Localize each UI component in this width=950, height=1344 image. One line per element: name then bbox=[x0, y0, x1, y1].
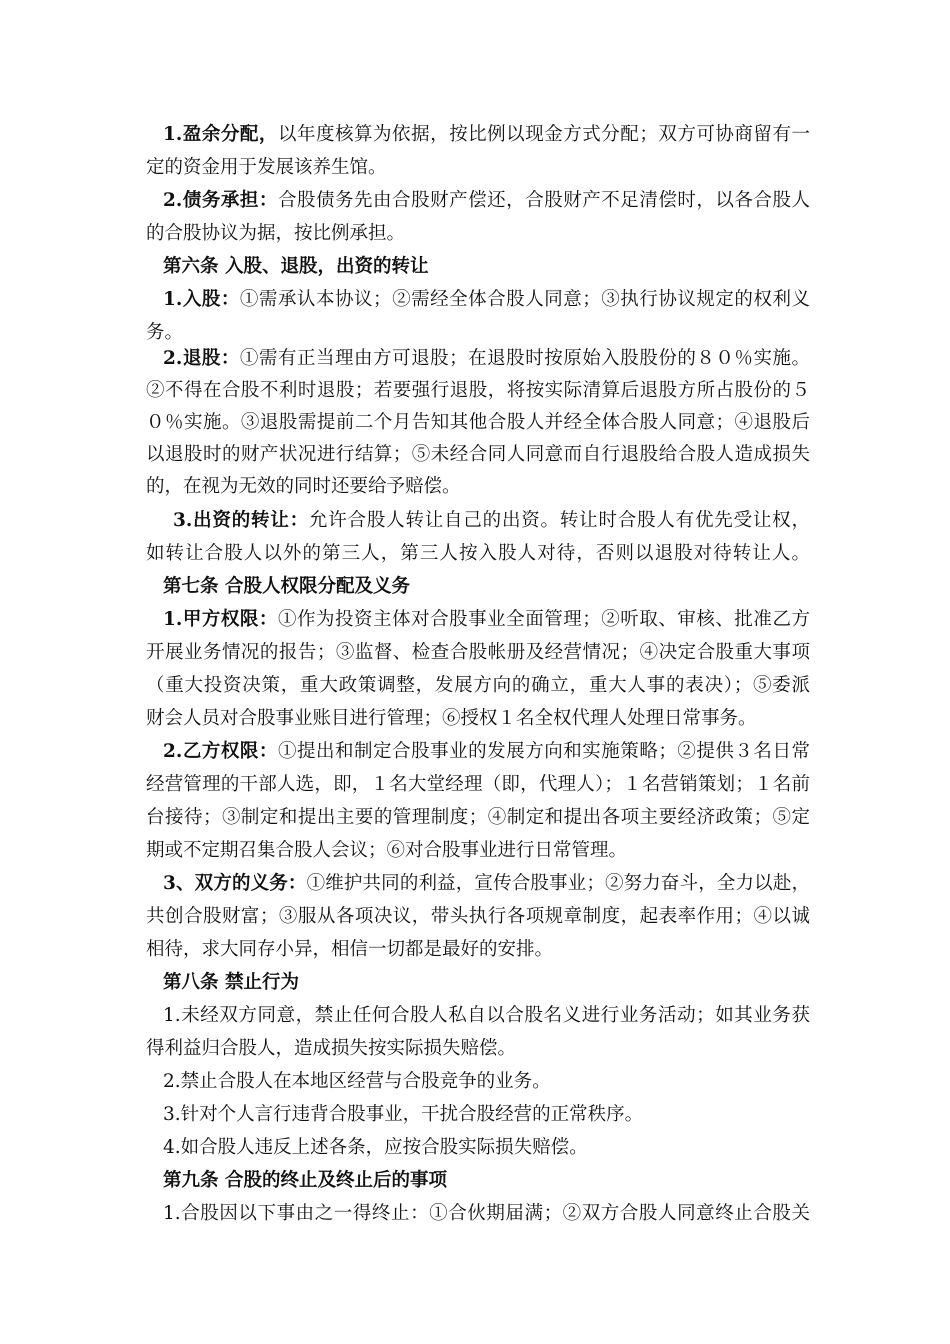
heading-text: 第八条 禁止行为 bbox=[163, 972, 299, 993]
text-line bbox=[146, 835, 810, 867]
text-line bbox=[146, 407, 810, 439]
body-text: ①提出和制定合股事业的发展方向和实施策略；②提供３名日常 bbox=[277, 741, 810, 762]
body-text: （重大投资决策，重大政策调整，发展方向的确立，重大人事的表决）；⑤委派 bbox=[146, 675, 810, 696]
body-text: 允许合股人转让自己的出资。转让时合股人有优先受让权， bbox=[308, 510, 810, 531]
body-text: 相待，求大同存小异，相信一切都是最好的安排。 bbox=[146, 939, 554, 960]
clause-1-join-line bbox=[163, 284, 810, 316]
bold-lead: 3.出资的转让： bbox=[173, 510, 309, 531]
body-text: 如转让合股人以外的第三人，第三人按入股人对待，否则以退股对待转让人。 bbox=[146, 543, 810, 564]
body-text: ０％实施。③退股需提前二个月告知其他合股人并经全体合股人同意；④退股后 bbox=[146, 412, 810, 433]
text-line bbox=[163, 1066, 827, 1098]
text-line bbox=[146, 802, 810, 834]
text-line bbox=[163, 1198, 810, 1230]
body-text: 得利益归合股人，造成损失按实际损失赔偿。 bbox=[146, 1038, 517, 1059]
body-text: 共创合股财富；③服从各项决议，带头执行各项规章制度，起表率作用；④以诚 bbox=[146, 906, 810, 927]
body-text: 1.未经双方同意，禁止任何合股人私自以合股名义进行业务活动；如其业务获 bbox=[163, 1005, 810, 1026]
bold-lead: 2.退股： bbox=[163, 348, 240, 369]
heading-text: 第六条 入股、退股，出资的转让 bbox=[163, 256, 429, 277]
article-7-heading bbox=[163, 571, 827, 603]
body-text: 经营管理的干部人选，即，１名大堂经理（即，代理人）；１名营销策划；１名前 bbox=[146, 774, 810, 795]
body-text: ①维护共同的利益，宣传合股事业；②努力奋斗，全力以赴， bbox=[306, 873, 810, 894]
text-line bbox=[146, 934, 810, 966]
body-text: 期或不定期召集合股人会议；⑥对合股事业进行日常管理。 bbox=[146, 840, 628, 861]
bold-lead: 1.入股： bbox=[163, 289, 240, 310]
text-line bbox=[146, 471, 810, 503]
body-text: 的，在视为无效的同时还要给予赔偿。 bbox=[146, 476, 461, 497]
body-text: ①需有正当理由方可退股；在退股时按原始入股股份的８０％实施。 bbox=[239, 348, 810, 369]
clause-2-debt-line bbox=[163, 185, 810, 217]
bold-lead: 1.盈余分配， bbox=[163, 124, 278, 145]
text-line bbox=[146, 901, 810, 933]
article-6-heading bbox=[163, 251, 827, 283]
text-line bbox=[146, 703, 810, 735]
body-text: 的合股协议为据，按比例承担。 bbox=[146, 223, 406, 244]
clause-2-withdraw-line bbox=[163, 343, 810, 375]
body-text: 开展业务情况的报告；③监督、检查合股帐册及经营情况；④决定合股重大事项 bbox=[146, 642, 810, 663]
body-text: 3.针对个人言行违背合股事业，干扰合股经营的正常秩序。 bbox=[163, 1104, 644, 1125]
article-9-heading bbox=[163, 1165, 827, 1197]
body-text: 2.禁止合股人在本地区经营与合股竞争的业务。 bbox=[163, 1071, 551, 1092]
text-line bbox=[146, 538, 810, 570]
body-text: ①作为投资主体对合股事业全面管理；②听取、审核、批准乙方 bbox=[277, 609, 810, 630]
clause-2-party-b-line bbox=[163, 736, 810, 768]
clause-1-party-a-line bbox=[163, 604, 810, 636]
clause-3-obligations-line bbox=[163, 868, 810, 900]
bold-lead: 1.甲方权限： bbox=[163, 609, 278, 630]
body-text: 4.如合股人违反上述各条，应按合股实际损失赔偿。 bbox=[163, 1137, 588, 1158]
text-line bbox=[146, 152, 810, 184]
text-line bbox=[146, 218, 810, 250]
body-text: 务。 bbox=[146, 322, 184, 343]
bold-lead: 3、双方的义务： bbox=[163, 873, 307, 894]
body-text: 定的资金用于发展该养生馆。 bbox=[146, 157, 387, 178]
body-text: 以年度核算为依据，按比例以现金方式分配；双方可协商留有一 bbox=[277, 124, 810, 145]
text-line bbox=[146, 637, 810, 669]
text-line bbox=[163, 1132, 827, 1164]
bold-lead: 2.债务承担： bbox=[163, 190, 278, 211]
text-line bbox=[146, 439, 810, 471]
article-8-heading bbox=[163, 967, 827, 999]
text-line bbox=[163, 1000, 810, 1032]
text-line bbox=[146, 1033, 810, 1065]
heading-text: 第九条 合股的终止及终止后的事项 bbox=[163, 1170, 447, 1191]
text-line bbox=[163, 1099, 827, 1131]
text-line bbox=[146, 670, 810, 702]
body-text: 以退股时的财产状况进行结算；⑤未经合同人同意而自行退股给合股人造成损失 bbox=[146, 444, 810, 465]
body-text: ②不得在合股不利时退股；若要强行退股，将按实际清算后退股方所占股份的５ bbox=[146, 380, 810, 401]
body-text: 1.合股因以下事由之一得终止：①合伙期届满；②双方合股人同意终止合股关 bbox=[163, 1203, 810, 1224]
text-line bbox=[146, 375, 810, 407]
clause-1-profit-line bbox=[163, 119, 810, 151]
heading-text: 第七条 合股人权限分配及义务 bbox=[163, 576, 410, 597]
clause-3-transfer-line bbox=[173, 505, 810, 537]
body-text: 合股债务先由合股财产偿还，合股财产不足清偿时，以各合股人 bbox=[277, 190, 810, 211]
body-text: 财会人员对合股事业账目进行管理；⑥授权１名全权代理人处理日常事务。 bbox=[146, 708, 757, 729]
bold-lead: 2.乙方权限： bbox=[163, 741, 278, 762]
body-text: ①需承认本协议；②需经全体合股人同意；③执行协议规定的权利义 bbox=[239, 289, 810, 310]
body-text: 台接待；③制定和提出主要的管理制度；④制定和提出各项主要经济政策；⑤定 bbox=[146, 807, 810, 828]
text-line bbox=[146, 769, 810, 801]
